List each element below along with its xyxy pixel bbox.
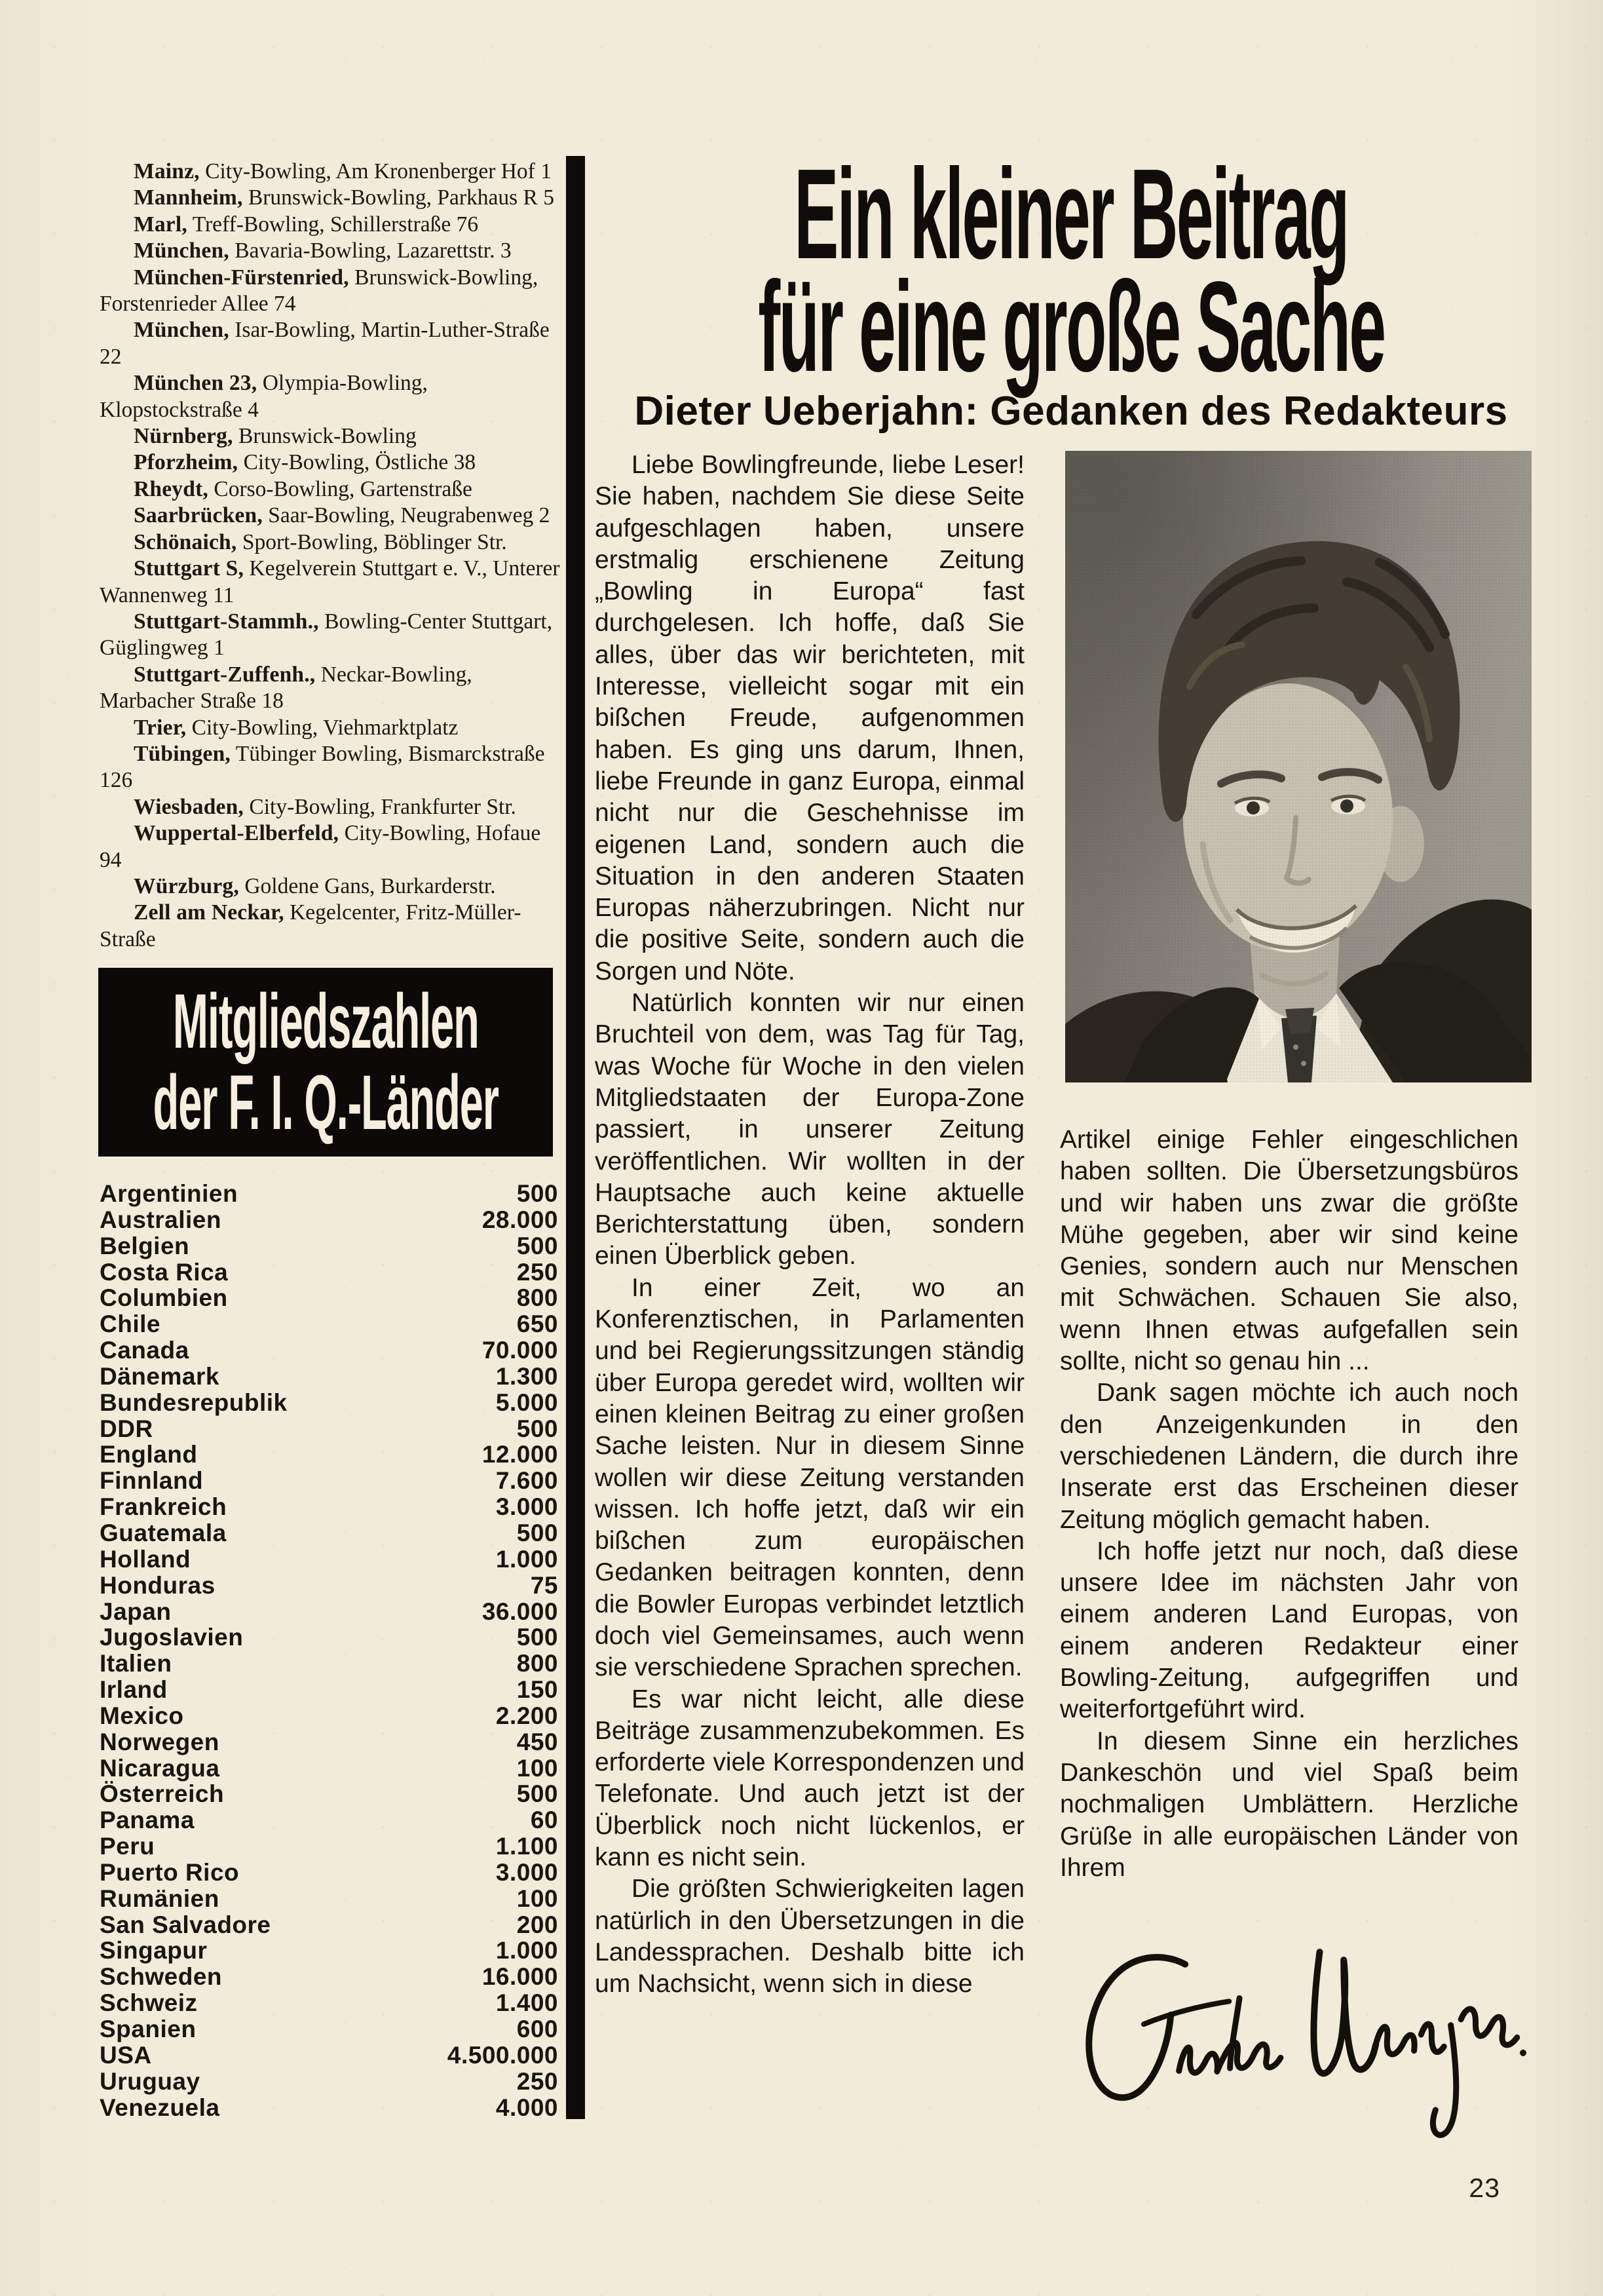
directory-venue-address: Bavaria-Bowling, Lazarettstr. 3 [235, 239, 512, 263]
member-count: 1.100 [495, 1833, 558, 1860]
member-count: 500 [516, 1780, 558, 1808]
directory-city: Pforzheim, [134, 450, 238, 475]
directory-entry [100, 556, 566, 609]
directory-venue-address: Bowling-Center Stuttgart, Güglingweg 1 [100, 609, 553, 660]
directory-venue-address: Brunswick-Bowling [238, 424, 417, 449]
member-count: 70.000 [481, 1337, 558, 1364]
article-paragraph: Liebe Bowlingfreunde, liebe Leser! Sie haben, nachdem Sie diese Seite aufgeschlagen haben, unsere erstmalig erschienene Zeitung „Bowling in Europa“ fast durchgelesen. Ich hoffe, daß Sie alles, über das wir berichteten, mit Interesse, vielleicht sogar mit ein bißchen Freude, aufgenommen haben. Es ging uns darum, Ihnen, liebe Freunde in ganz Europa, einmal nicht nur die Geschehnisse im eigenen Land, sondern auch die Situation in den anderen Staaten Europas näherzubringen. Nicht nur die positive Seite, sondern auch die Sorgen und Nöte. [595, 451, 1025, 985]
directory-venue-address: City-Bowling, Östliche 38 [243, 450, 476, 475]
member-count: 12.000 [481, 1441, 558, 1468]
country-name: Puerto Rico [100, 1858, 240, 1886]
portrait-illustration [1065, 451, 1532, 1082]
article-paragraph: In einer Zeit, wo an Konferenztischen, in Parlamenten und bei Regierungssitzungen ständig über Europa geredet wird, wollten wir einen kleinen Beitrag zu einer großen Sache leisten. Nur in diesem Sinne wollen wir diese Zeitung verstanden wissen. Ich hoffe jetzt, daß wir ein bißchen zum europäischen Gedanken beitragen konnten, denn die Bowler Europas verbindet letztlich doch viel Gemeinsames, auch wenn sie verschiedene Sprachen sprechen. [595, 1273, 1025, 1682]
member-count: 60 [530, 1807, 558, 1834]
member-count: 2.200 [495, 1702, 558, 1729]
directory-venue-address: Kegelcenter, Fritz-Müller-Straße [100, 900, 521, 951]
directory-city: Stuttgart S, [134, 556, 244, 581]
country-name: Spanien [100, 2016, 197, 2042]
portrait-photo-dieter-ueberjahn [1065, 451, 1532, 1082]
directory-entry [100, 423, 566, 450]
directory-venue-address: City-Bowling, Frankfurter Str. [249, 794, 516, 819]
membership-table-row [100, 1389, 558, 1415]
membership-table-row [100, 1780, 558, 1807]
member-count: 1.000 [495, 1545, 558, 1573]
banner-title-line1 [98, 978, 553, 1065]
member-count: 1.400 [495, 1989, 558, 2017]
directory-city: Saarbrücken, [134, 503, 263, 528]
directory-city: München-Fürstenried, [134, 265, 349, 290]
directory-venue-address: City-Bowling, Hofaue 94 [100, 821, 541, 872]
membership-table-row [100, 1520, 558, 1546]
directory-venue-address: Brunswick-Bowling, Forstenrieder Allee 74 [100, 265, 538, 316]
headline-line2 [590, 255, 1553, 398]
directory-venue-address: Treff-Bowling, Schillerstraße 76 [192, 212, 479, 237]
banner-title-text1: Mitgliedszahlen [172, 978, 479, 1065]
membership-table-row [100, 1755, 558, 1781]
directory-venue-address: Goldene Gans, Burkarderstr. [244, 873, 496, 898]
article-paragraph: Artikel einige Fehler eingeschlichen haben sollten. Die Übersetzungsbüros und wir haben uns zwar die größte Mühe gegeben, aber wir sind keine Genies, sondern auch nur Menschen mit Schwächen. Schauen Sie also, wenn Ihnen etwas aufgefallen sein sollte, nicht so genau hin ... [1060, 1126, 1518, 1376]
headline-text2: für eine große Sache [757, 255, 1385, 398]
directory-city: Stuttgart-Zuffenh., [134, 662, 316, 687]
directory-entry [100, 450, 566, 476]
country-name: San Salvadore [100, 1911, 271, 1938]
country-name: Norwegen [100, 1728, 219, 1755]
directory-venue-address: Olympia-Bowling, Klopstockstraße 4 [100, 371, 428, 422]
membership-table-row [100, 1572, 558, 1598]
country-name: Singapur [100, 1937, 208, 1964]
banner-title-line2 [98, 1060, 553, 1146]
country-name: Honduras [100, 1571, 216, 1599]
article-paragraph: Natürlich konnten wir nur einen Bruchteil von dem, was Tag für Tag, was Woche für Woche in den vielen Mitgliedstaaten der Europa-Zone passiert, in unserer Zeitung veröffentlichen. Wir wollten in der Hauptsache auch keine aktuelle Berichterstattung üben, sondern einen Überblick geben. [595, 989, 1025, 1271]
membership-table-row [100, 1885, 558, 1911]
membership-table-row [100, 1233, 558, 1259]
country-name: Rumänien [100, 1885, 219, 1912]
membership-table-row [100, 1284, 558, 1311]
country-name: Venezuela [100, 2094, 220, 2121]
country-name: Costa Rica [100, 1258, 229, 1286]
directory-city: Trier, [134, 715, 187, 740]
country-name: Mexico [100, 1702, 184, 1729]
member-count: 250 [516, 2067, 558, 2095]
member-count: 3.000 [495, 1858, 558, 1886]
article-paragraph: Ich hoffe jetzt nur noch, daß diese unsere Idee im nächsten Jahr von einem anderen Land Europas, von einem anderen Redakteur einer Bowling-Zeitung, aufgegriffen und weiterfortgeführt wird. [1060, 1537, 1518, 1724]
bowling-directory [100, 159, 566, 953]
country-name: Japan [100, 1598, 172, 1625]
country-name: England [100, 1441, 198, 1468]
country-name: Schweiz [100, 1989, 198, 2017]
membership-table-row [100, 1989, 558, 2016]
membership-table [100, 1180, 558, 2120]
membership-table-row [100, 1441, 558, 1467]
member-count: 450 [516, 1728, 558, 1755]
country-name: Jugoslavien [100, 1624, 244, 1651]
membership-table-row [100, 1546, 558, 1572]
directory-entry [100, 238, 566, 264]
directory-city: Rheydt, [134, 476, 209, 501]
member-count: 500 [516, 1415, 558, 1442]
directory-venue-address: City-Bowling, Viehmarktplatz [191, 715, 459, 740]
country-name: Österreich [100, 1780, 225, 1808]
directory-entry [100, 159, 566, 185]
country-name: Italien [100, 1650, 172, 1677]
directory-city: Schönaich, [134, 529, 237, 554]
article-paragraph: In diesem Sinne ein herzliches Dankeschön und viel Spaß beim nochmaligen Umblättern. Herzliche Grüße in alle europäischen Länder von Ihrem [1060, 1727, 1518, 1882]
member-count: 800 [516, 1284, 558, 1312]
directory-city: Marl, [134, 212, 187, 237]
membership-table-row [100, 1702, 558, 1729]
membership-table-row [100, 2068, 558, 2094]
member-count: 16.000 [481, 1963, 558, 1991]
member-count: 1.300 [495, 1362, 558, 1390]
membership-table-row [100, 1911, 558, 1938]
directory-venue-address: Sport-Bowling, Böblinger Str. [242, 529, 507, 554]
member-count: 600 [516, 2016, 558, 2042]
directory-venue-address: Brunswick-Bowling, Parkhaus R 5 [248, 185, 555, 210]
membership-table-row [100, 1311, 558, 1337]
member-count: 100 [516, 1885, 558, 1912]
directory-entry [100, 476, 566, 503]
directory-entry [100, 900, 566, 953]
member-count: 250 [516, 1258, 558, 1286]
country-name: Uruguay [100, 2067, 200, 2095]
membership-table-row [100, 1833, 558, 1859]
member-count: 36.000 [481, 1598, 558, 1625]
membership-table-row [100, 1180, 558, 1206]
directory-venue-address: Saar-Bowling, Neugrabenweg 2 [268, 503, 550, 528]
directory-entry [100, 794, 566, 820]
member-count: 75 [530, 1571, 558, 1599]
membership-table-row [100, 1859, 558, 1885]
country-name: Columbien [100, 1284, 228, 1312]
directory-city: Nürnberg, [134, 424, 233, 449]
article-headline [590, 142, 1553, 398]
directory-entry [100, 609, 566, 662]
membership-table-row [100, 1363, 558, 1389]
article-column-2 [1060, 1124, 1518, 1884]
directory-entry [100, 503, 566, 529]
member-count: 7.600 [495, 1467, 558, 1495]
member-count: 500 [516, 1519, 558, 1546]
country-name: USA [100, 2041, 152, 2069]
membership-table-row [100, 1729, 558, 1755]
membership-table-row [100, 1493, 558, 1520]
directory-entry [100, 662, 566, 715]
member-count: 5.000 [495, 1388, 558, 1416]
country-name: Finnland [100, 1467, 204, 1495]
directory-entry [100, 185, 566, 211]
membership-table-row [100, 1807, 558, 1833]
country-name: Frankreich [100, 1493, 227, 1521]
country-name: Belgien [100, 1232, 190, 1259]
membership-table-row [100, 1337, 558, 1363]
member-count: 3.000 [495, 1493, 558, 1521]
member-count: 650 [516, 1311, 558, 1338]
member-count: 500 [516, 1180, 558, 1207]
directory-entry [100, 715, 566, 741]
directory-entry [100, 212, 566, 238]
directory-city: Zell am Neckar, [134, 900, 284, 925]
country-name: Nicaragua [100, 1754, 220, 1782]
country-name: Australien [100, 1206, 221, 1233]
directory-city: Mainz, [134, 159, 200, 183]
member-count: 150 [516, 1676, 558, 1704]
country-name: Argentinien [100, 1180, 238, 1207]
country-name: Peru [100, 1833, 155, 1860]
directory-entry [100, 370, 566, 423]
directory-venue-address: Corso-Bowling, Gartenstraße [214, 476, 472, 501]
column-divider-rule [566, 156, 585, 2119]
membership-table-row [100, 1598, 558, 1624]
headline-text1: Ein kleiner Beitrag [794, 142, 1348, 286]
member-count: 4.500.000 [447, 2041, 558, 2069]
directory-city: München 23, [134, 371, 257, 396]
country-name: Irland [100, 1676, 168, 1704]
directory-entry [100, 529, 566, 556]
directory-city: Mannheim, [134, 185, 243, 210]
directory-city: Wuppertal-Elberfeld, [134, 821, 339, 846]
banner-title-text2: der F. I. Q.-Länder [153, 1060, 499, 1146]
article-paragraph: Die größten Schwierigkeiten lagen natürlich in den Übersetzungen in die Landessprachen. Deshalb bitte ich um Nachsicht, wenn sich in diese [595, 1875, 1025, 1999]
directory-venue-address: Neckar-Bowling, Marbacher Straße 18 [100, 662, 472, 714]
membership-table-row [100, 1963, 558, 1989]
article-paragraph: Es war nicht leicht, alle diese Beiträge zusammenzubekommen. Es erforderte viele Korrespondenzen und Telefonate. Und auch jetzt ist der Überblick noch nicht lückenlos, er kann es nicht sein. [595, 1685, 1025, 1872]
country-name: Dänemark [100, 1362, 219, 1390]
membership-table-row [100, 2042, 558, 2068]
member-count: 28.000 [481, 1206, 558, 1233]
membership-table-row [100, 1937, 558, 1963]
directory-venue-address: Tübinger Bowling, Bismarckstraße 126 [100, 741, 545, 793]
membership-table-row [100, 1467, 558, 1493]
membership-table-row [100, 1676, 558, 1702]
member-count: 500 [516, 1624, 558, 1651]
article-column-1 [595, 450, 1025, 2000]
directory-entry [100, 317, 566, 370]
country-name: Bundesrepublik [100, 1388, 288, 1416]
member-count: 4.000 [495, 2094, 558, 2121]
directory-entry [100, 265, 566, 318]
directory-venue-address: Isar-Bowling, Martin-Luther-Straße 22 [100, 318, 550, 369]
directory-city: Würzburg, [134, 873, 239, 898]
member-count: 800 [516, 1650, 558, 1677]
country-name: Canada [100, 1337, 189, 1364]
directory-city: Tübingen, [134, 741, 231, 766]
membership-table-row [100, 1650, 558, 1676]
directory-venue-address: City-Bowling, Am Kronenberger Hof 1 [205, 159, 552, 183]
membership-table-row [100, 1259, 558, 1285]
directory-city: Wiesbaden, [134, 794, 244, 819]
country-name: Holland [100, 1545, 191, 1573]
directory-city: München, [134, 318, 229, 343]
directory-entry [100, 741, 566, 794]
article-subhead: Dieter Ueberjahn: Gedanken des Redakteurs [634, 389, 1508, 434]
member-count: 1.000 [495, 1937, 558, 1964]
signature-strokes [1062, 1920, 1532, 2173]
membership-banner [98, 968, 553, 1157]
country-name: DDR [100, 1415, 153, 1442]
directory-city: Stuttgart-Stammh., [134, 609, 319, 634]
article-paragraph: Dank sagen möchte ich auch noch den Anzeigenkunden in den verschiedenen Ländern, die durch ihre Inserate erst das Erscheinen dieser Zeitung möglich gemacht haben. [1060, 1379, 1518, 1534]
signature-dieter-ueberjahn [1062, 1920, 1532, 2173]
membership-table-row [100, 1624, 558, 1650]
headline-line1 [590, 142, 1553, 286]
member-count: 100 [516, 1754, 558, 1782]
membership-table-row [100, 1206, 558, 1233]
country-name: Chile [100, 1311, 160, 1338]
membership-table-row [100, 2016, 558, 2042]
member-count: 500 [516, 1232, 558, 1259]
directory-entry [100, 873, 566, 900]
directory-city: München, [134, 239, 229, 263]
member-count: 200 [516, 1911, 558, 1938]
country-name: Guatemala [100, 1519, 227, 1546]
membership-table-row [100, 2094, 558, 2120]
directory-venue-address: Kegelverein Stuttgart e. V., Unterer Wannenweg 11 [100, 556, 560, 607]
membership-table-row [100, 1415, 558, 1442]
country-name: Panama [100, 1807, 195, 1834]
country-name: Schweden [100, 1963, 222, 1991]
directory-entry [100, 820, 566, 873]
page-number: 23 [1469, 2173, 1500, 2203]
